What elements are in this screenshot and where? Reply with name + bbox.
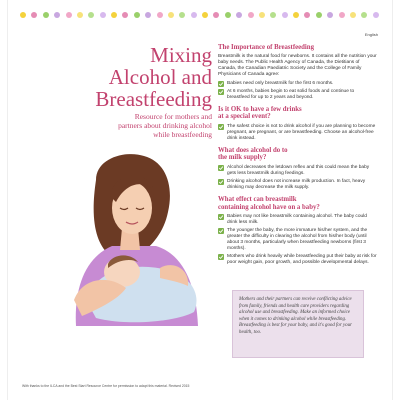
decorative-dot: [259, 12, 265, 18]
decorative-dot: [270, 12, 276, 18]
decorative-dot: [134, 12, 140, 18]
decorative-dot: [122, 12, 128, 18]
decorative-dot: [157, 12, 163, 18]
section-heading-supply: What does alcohol do to the milk supply?: [218, 146, 288, 162]
decorative-dot: [293, 12, 299, 18]
subtitle-line-1: Resource for mothers and: [134, 112, 212, 121]
list-item: The younger the baby, the more immature his/her system, and the greater the difficulty in clearing the alcohol from his/her body (until about 3 months, particularly when breastfeeding newborns (first 3 months).: [218, 228, 378, 252]
decorative-dot: [31, 12, 37, 18]
decorative-dot: [54, 12, 60, 18]
section-body-importance: Breastmilk is the natural food for newborns. It contains all the nutrition your baby needs. The Public Health Agency of Canada, the Dietitians of Canada, the Canadian Paediatric Society and the College of Family Physicians of Canada agree:: [218, 53, 377, 77]
decorative-dot: [316, 12, 322, 18]
checkmark-icon: [218, 254, 224, 260]
decorative-dot: [179, 12, 185, 18]
decorative-dot: [304, 12, 310, 18]
list-item: At 6 months, babies begin to eat solid foods and continue to breastfeed for up to 2 years and beyond.: [218, 89, 378, 101]
bullet-list-ok: [218, 124, 378, 142]
checkmark-icon: [218, 228, 224, 234]
decorative-dot: [202, 12, 208, 18]
language-label: English: [364, 32, 378, 37]
decorative-dot-border: [18, 12, 382, 22]
decorative-dot: [282, 12, 288, 18]
section-heading-effect: What effect can breastmilk containing alcohol have on a baby?: [218, 195, 320, 211]
bullet-list-importance: [218, 81, 378, 101]
decorative-dot: [373, 12, 379, 18]
callout-text: Mothers and their partners can receive conflicting advice from family, friends and health care providers regarding alcohol use and breastfeeding. Make an informed choice when it comes to drinking alcohol while breastfeeding. Breastfeeding is best for your baby, and it's good for your health, too.: [239, 297, 352, 335]
checkmark-icon: [218, 179, 224, 185]
page-subtitle: [56, 112, 212, 139]
section-heading-ok: Is it OK to have a few drinks at a special event?: [218, 105, 302, 121]
checkmark-icon: [218, 165, 224, 171]
decorative-dot: [43, 12, 49, 18]
list-item: The safest choice is not to drink alcohol if you are planning to become pregnant, are pregnant, or are breastfeeding. Choose an alcohol-free drink instead.: [218, 124, 378, 142]
title-line-1: Mixing: [150, 43, 212, 67]
callout-box: [232, 290, 364, 358]
document-page: [8, 0, 392, 400]
footer-credit: With thanks to the ILCA and the Best Start Resource Centre for permission to adapt this material. Revised 2015: [22, 384, 190, 388]
subtitle-line-2: partners about drinking alcohol: [118, 121, 212, 130]
section-heading-importance: The Importance of Breastfeeding: [218, 44, 314, 51]
checkmark-icon: [218, 214, 224, 220]
decorative-dot: [236, 12, 242, 18]
decorative-dot: [327, 12, 333, 18]
checkmark-icon: [218, 124, 224, 130]
bullet-list-supply: [218, 165, 378, 191]
decorative-dot: [111, 12, 117, 18]
decorative-dot: [20, 12, 26, 18]
mother-breastfeeding-illustration: [56, 150, 212, 326]
decorative-dot: [361, 12, 367, 18]
title-line-3: Breastfeeding: [95, 87, 212, 111]
decorative-dot: [77, 12, 83, 18]
list-item: Babies need only breastmilk for the first 6 months.: [218, 81, 378, 87]
checkmark-icon: [218, 81, 224, 87]
decorative-dot: [66, 12, 72, 18]
decorative-dot: [145, 12, 151, 18]
list-item: Drinking alcohol does not increase milk production. In fact, heavy drinking may decrease the milk supply.: [218, 179, 378, 191]
right-column: [218, 44, 378, 268]
decorative-dot: [100, 12, 106, 18]
list-item: Alcohol decreases the letdown reflex and this could mean the baby gets less breastmilk during feedings.: [218, 165, 378, 177]
subtitle-line-3: while breastfeeding: [153, 130, 212, 139]
list-item: Mothers who drink heavily while breastfeeding put their baby at risk for poor weight gain, poor growth, and possible developmental delays.: [218, 254, 378, 266]
list-item: Babies may not like breastmilk containing alcohol. The baby could drink less milk.: [218, 214, 378, 226]
decorative-dot: [339, 12, 345, 18]
page-title: [48, 44, 212, 110]
decorative-dot: [88, 12, 94, 18]
decorative-dot: [213, 12, 219, 18]
checkmark-icon: [218, 89, 224, 95]
title-line-2: Alcohol and: [108, 65, 212, 89]
bullet-list-effect: [218, 214, 378, 266]
decorative-dot: [350, 12, 356, 18]
decorative-dot: [248, 12, 254, 18]
decorative-dot: [168, 12, 174, 18]
decorative-dot: [225, 12, 231, 18]
decorative-dot: [191, 12, 197, 18]
